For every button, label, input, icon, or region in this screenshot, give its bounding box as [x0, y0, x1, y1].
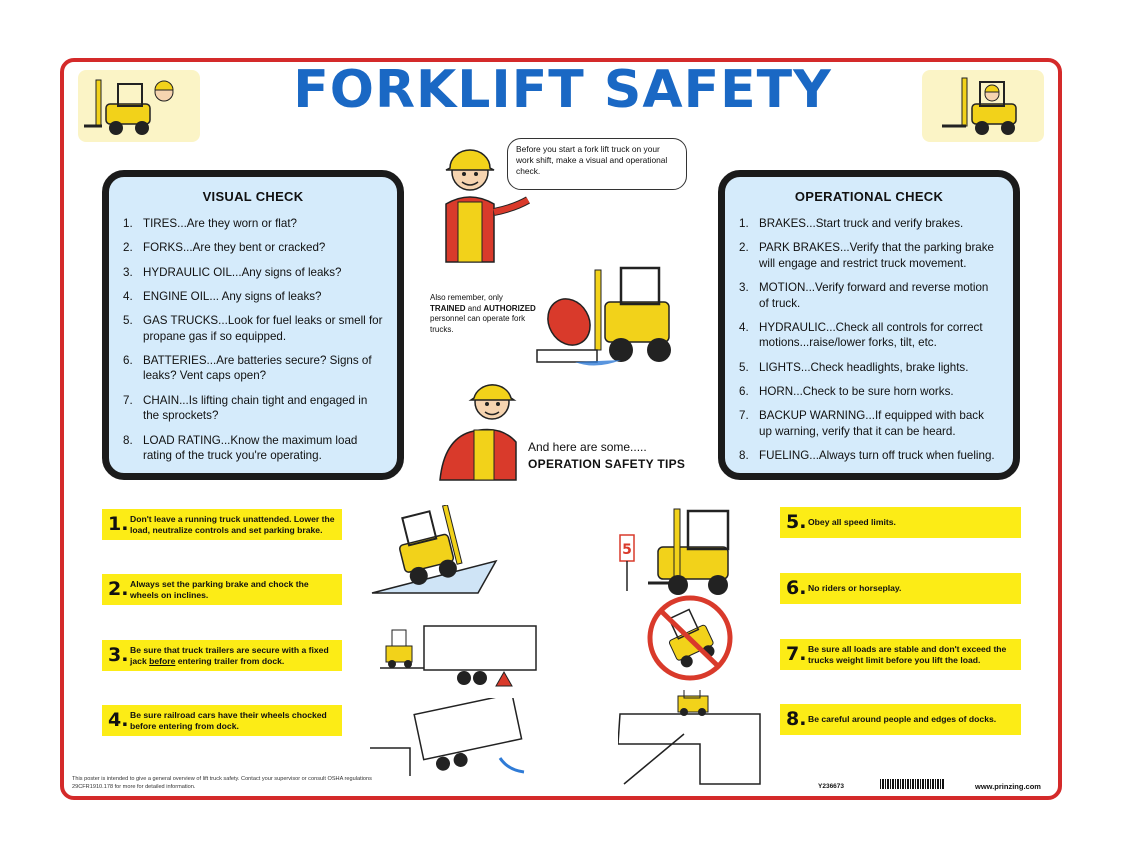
forklift-on-incline-illustration	[368, 505, 500, 597]
list-item	[123, 393, 383, 424]
tip-text	[130, 645, 336, 667]
tips-heading: OPERATION SAFETY TIPS	[528, 457, 686, 471]
list-item	[123, 216, 383, 232]
no-horseplay-illustration	[640, 588, 740, 684]
truck-trailer-illustration	[380, 620, 540, 690]
visual-check-list	[123, 216, 383, 464]
item-text: GAS TRUCKS...Look for fuel leaks or smell for propane gas if so equipped.	[143, 314, 383, 343]
item-text: ENGINE OIL... Any signs of leaks?	[143, 289, 322, 303]
tip-text: Be sure all loads are stable and don't exceed the trucks weight limit before you lift the load.	[808, 643, 1007, 665]
item-text: MOTION...Verify forward and reverse motion of truck.	[759, 281, 989, 310]
item-number: 8.	[123, 433, 133, 447]
safety-tip-8	[780, 704, 1021, 735]
note-authorized: AUTHORIZED	[483, 303, 536, 313]
tip-number: 3.	[108, 644, 129, 666]
worker-illustration	[430, 372, 526, 484]
item-number: 3.	[739, 281, 749, 295]
list-item	[739, 280, 999, 311]
item-number: 4.	[123, 289, 133, 303]
railroad-car-illustration	[368, 698, 533, 780]
item-text: HYDRAULIC...Check all controls for correct motions...raise/lower forks, tilt, etc.	[759, 320, 983, 350]
item-number: 8.	[739, 449, 749, 463]
safety-tip-1	[102, 509, 342, 540]
product-code: Y236673	[818, 783, 845, 790]
item-number: 5.	[739, 360, 749, 374]
list-item	[739, 240, 999, 271]
safety-tip-5	[780, 507, 1021, 538]
visual-check-panel	[102, 170, 404, 480]
item-text: CHAIN...Is lifting chain tight and engaged in the sprockets?	[143, 393, 368, 423]
item-text: BRAKES...Start truck and verify brakes.	[759, 217, 964, 230]
forklift-spill-illustration	[535, 262, 710, 384]
tips-intro-line: And here are some.....	[528, 440, 647, 454]
footer-disclaimer: This poster is intended to give a general overview of lift truck safety. Contact your supervisor or consult OSHA regulations 29CFR1910.178 for more for detailed information.	[72, 776, 372, 790]
tip-text: Always set the parking brake and chock the wheels on inclines.	[130, 578, 309, 600]
list-item	[739, 384, 999, 400]
list-item	[123, 265, 383, 281]
tip-number: 1.	[108, 513, 129, 535]
note-text: Also remember, only	[430, 293, 503, 302]
list-item	[123, 240, 383, 256]
tip-text: Be careful around people and edges of docks.	[808, 714, 997, 724]
dock-edge-illustration	[618, 690, 764, 786]
list-item	[739, 408, 999, 439]
tip-text-part: entering trailer from dock.	[175, 655, 285, 666]
item-number: 6.	[123, 353, 133, 367]
list-item	[739, 360, 999, 376]
tip-text: No riders or horseplay.	[808, 583, 902, 593]
safety-tip-2	[102, 574, 342, 605]
operational-check-panel	[718, 170, 1020, 480]
item-number: 7.	[123, 393, 133, 407]
tip-number: 4.	[108, 709, 129, 731]
tip-text: Don't leave a running truck unattended. Lower the load, neutralize controls and set parking brake.	[130, 513, 335, 535]
item-text: BATTERIES...Are batteries secure? Signs of leaks? Vent caps open?	[143, 353, 372, 383]
list-item	[123, 289, 383, 305]
note-trained: TRAINED	[430, 303, 466, 313]
item-number: 7.	[739, 409, 749, 423]
tips-intro	[528, 440, 728, 471]
tip-text: Obey all speed limits.	[808, 517, 896, 527]
list-item	[123, 353, 383, 384]
list-item	[123, 433, 383, 464]
item-text: FUELING...Always turn off truck when fueling.	[759, 449, 995, 463]
item-text: HYDRAULIC OIL...Any signs of leaks?	[143, 265, 342, 279]
safety-tip-6	[780, 573, 1021, 604]
list-item	[739, 448, 999, 464]
note-text: and	[465, 303, 484, 313]
operational-check-title: OPERATIONAL CHECK	[794, 189, 944, 204]
forklift-corner-illustration-left	[78, 70, 200, 142]
visual-check-title: VISUAL CHECK	[202, 189, 304, 204]
trained-personnel-note	[430, 293, 540, 335]
footer-url: www.prinzing.com	[975, 782, 1041, 791]
item-text: PARK BRAKES...Verify that the parking brake will engage and restrict truck movement.	[759, 241, 994, 270]
tip-number: 8.	[786, 708, 807, 730]
list-item	[739, 216, 999, 232]
poster-title: FORKLIFT SAFETY	[293, 60, 832, 120]
operational-check-list	[739, 216, 999, 464]
item-number: 2.	[739, 241, 749, 255]
tip-number: 5.	[786, 511, 807, 533]
tip-text-emphasis: before	[149, 655, 176, 666]
tip-number: 6.	[786, 577, 807, 599]
speech-bubble: Before you start a fork lift truck on your work shift, make a visual and operational check.	[507, 138, 687, 190]
speed-limit-sign-number: 5	[622, 542, 632, 558]
tip-number: 7.	[786, 643, 807, 665]
list-item	[123, 313, 383, 344]
tip-number: 2.	[108, 578, 129, 600]
item-text: LIGHTS...Check headlights, brake lights.	[759, 360, 969, 374]
item-number: 6.	[739, 384, 749, 398]
item-number: 3.	[123, 265, 133, 279]
item-text: HORN...Check to be sure horn works.	[759, 384, 954, 398]
note-text: personnel can operate fork trucks.	[430, 314, 526, 334]
item-text: TIRES...Are they worn or flat?	[143, 217, 297, 230]
item-text: FORKS...Are they bent or cracked?	[143, 241, 326, 255]
list-item	[739, 320, 999, 351]
item-number: 1.	[123, 217, 133, 230]
safety-tip-3	[102, 640, 342, 671]
forklift-corner-illustration-right	[922, 70, 1044, 142]
forklift-speed-sign-illustration	[618, 505, 758, 599]
barcode	[880, 779, 944, 789]
item-text: LOAD RATING...Know the maximum load rating of the truck you're operating.	[143, 433, 358, 463]
safety-tip-4	[102, 705, 342, 736]
item-number: 5.	[123, 314, 133, 328]
item-text: BACKUP WARNING...If equipped with back up warning, verify that it can be heard.	[759, 409, 984, 438]
item-number: 4.	[739, 320, 749, 334]
item-number: 1.	[739, 217, 749, 230]
tip-text: Be sure railroad cars have their wheels chocked before entering from dock.	[130, 709, 327, 731]
safety-tip-7	[780, 639, 1021, 670]
tip-text-part: Be sure that truck trailers are secure with a fixed jack	[130, 644, 329, 666]
item-number: 2.	[123, 241, 133, 255]
